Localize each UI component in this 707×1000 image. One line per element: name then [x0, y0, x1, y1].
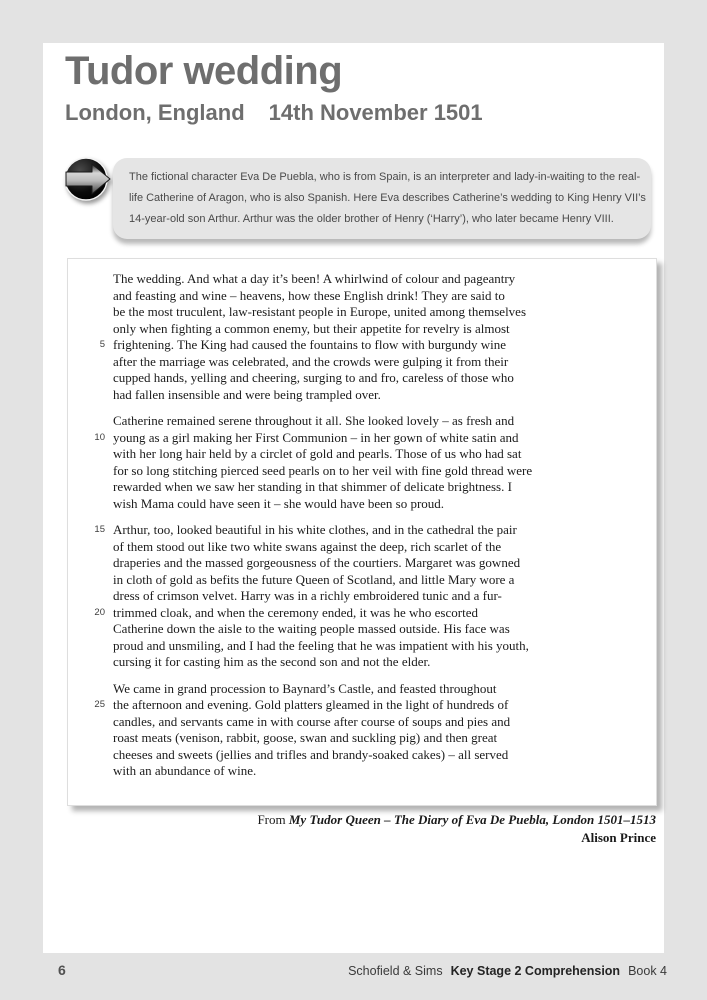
- line-number: [68, 354, 113, 371]
- line-number: [68, 714, 113, 731]
- intro-line: 14-year-old son Arthur. Arthur was the older brother of Henry (‘Harry’), who later became Henry VIII.: [129, 213, 614, 225]
- line-number: [68, 463, 113, 480]
- passage-line: [68, 730, 656, 747]
- line-number: [68, 621, 113, 638]
- line-number: [68, 681, 113, 698]
- passage-line-text: We came in grand procession to Baynard’s Castle, and feasted throughout: [113, 680, 497, 696]
- passage-line: [68, 572, 656, 589]
- line-number: [68, 321, 113, 338]
- passage-line: [68, 539, 656, 556]
- line-number: [68, 446, 113, 463]
- passage-line-text: with an abundance of wine.: [113, 763, 257, 778]
- passage-line: [68, 763, 656, 780]
- line-number: 10: [94, 431, 105, 443]
- passage-line: [68, 555, 656, 572]
- line-number: 5: [99, 339, 105, 350]
- page-footer: [58, 962, 667, 978]
- passage-line: [68, 714, 656, 731]
- passage-line: [68, 681, 656, 698]
- passage-line-text: dress of crimson velvet. Harry was in a richly embroidered tunic and a fur-: [113, 588, 502, 603]
- passage-line: [68, 387, 656, 404]
- line-number: 15: [94, 524, 105, 535]
- passage-line-text: after the marriage was celebrated, and the crowds were gulping it from their: [113, 353, 509, 369]
- passage-line-text: young as a girl making her First Communion – in her gown of white satin and: [113, 429, 519, 445]
- passage-line: [68, 638, 656, 655]
- passage-paragraph: [68, 522, 656, 671]
- line-number: [68, 479, 113, 496]
- passage-line: [68, 463, 656, 480]
- passage-line-text: draperies and the massed gorgeousness of the courtiers. Margaret was gowned: [113, 555, 521, 570]
- passage-line: [68, 654, 656, 671]
- attribution-author: Alison Prince: [581, 830, 656, 845]
- passage-line: [68, 697, 656, 714]
- footer-series: Key Stage 2 Comprehension: [450, 964, 621, 978]
- line-number: [68, 539, 113, 556]
- passage-line: [68, 304, 656, 321]
- passage-line: [68, 605, 656, 622]
- passage-line-text: proud and unsmiling, and I had the feeling that he was impatient with his youth,: [113, 637, 529, 653]
- subtitle-location: London, England: [65, 100, 245, 125]
- line-number: [68, 654, 113, 671]
- passage-line-text: cheeses and sweets (jellies and trifles and brandy-soaked cakes) – all served: [113, 746, 509, 762]
- passage-line: [68, 747, 656, 764]
- subtitle-date: 14th November 1501: [268, 100, 483, 125]
- passage-line-text: trimmed cloak, and when the ceremony ended, it was he who escorted: [113, 604, 478, 620]
- footer-imprint: [348, 964, 667, 978]
- passage-line-text: in cloth of gold as befits the future Queen of Scotland, and little Mary wore a: [113, 571, 515, 587]
- passage-line: [68, 354, 656, 371]
- passage-line-text: Arthur, too, looked beautiful in his white clothes, and in the cathedral the pair: [113, 522, 517, 537]
- passage-line: [68, 337, 656, 354]
- line-number: [68, 413, 113, 430]
- passage-line: [68, 430, 656, 447]
- passage-line: [68, 288, 656, 305]
- attribution-prefix: From: [257, 812, 289, 827]
- passage-line-text: frightening. The King had caused the fountains to flow with burgundy wine: [113, 337, 507, 352]
- passage-paragraph: [68, 413, 656, 512]
- passage-line-text: with her long hair held by a circlet of gold and pearls. Those of us who had sat: [113, 446, 522, 461]
- passage-line: [68, 271, 656, 288]
- passage-line: [68, 446, 656, 463]
- footer-publisher: Schofield & Sims: [348, 964, 443, 978]
- passage-line: [68, 522, 656, 539]
- line-number: [68, 747, 113, 764]
- passage-line-text: wish Mama could have seen it – she would have been so proud.: [113, 495, 445, 511]
- passage-line-text: had fallen insensible and were being trampled over.: [113, 386, 381, 402]
- passage-line: [68, 321, 656, 338]
- passage-line: [68, 413, 656, 430]
- passage-paragraph: [68, 681, 656, 780]
- line-number: [68, 387, 113, 404]
- passage-line-text: Catherine down the aisle to the waiting people massed outside. His face was: [113, 621, 510, 636]
- footer-book: Book 4: [628, 964, 667, 978]
- passage-line: [68, 479, 656, 496]
- line-number: [68, 763, 113, 780]
- passage-line-text: of them stood out like two white swans against the deep, rich scarlet of the: [113, 538, 502, 554]
- passage-line-text: cupped hands, yelling and cheering, surging to and fro, careless of those who: [113, 370, 514, 385]
- passage-line-text: Catherine remained serene throughout it all. She looked lovely – as fresh and: [113, 413, 515, 428]
- line-number: [68, 730, 113, 747]
- passage-line: [68, 370, 656, 387]
- passage-line-text: roast meats (venison, rabbit, goose, swan and suckling pig) and then great: [113, 730, 498, 745]
- line-number: [68, 304, 113, 321]
- passage: [68, 271, 656, 780]
- attribution-source-title: My Tudor Queen – The Diary of Eva De Puebla, London 1501–1513: [288, 812, 656, 827]
- line-number: [68, 572, 113, 589]
- passage-line-text: for so long stitching pierced seed pearls on to her veil with fine gold thread were: [113, 462, 533, 478]
- passage-line: [68, 588, 656, 605]
- line-number: [68, 555, 113, 572]
- passage-line-text: cursing it for casting him as the second son and not the elder.: [113, 654, 431, 669]
- passage-box: [67, 258, 657, 806]
- passage-line-text: rewarded when we saw her standing in that shimmer of delicate brightness. I: [113, 479, 512, 494]
- intro-box: [113, 158, 651, 239]
- line-number: [68, 271, 113, 288]
- attribution-source-line: [257, 811, 656, 829]
- intro-line: life Catherine of Aragon, who is also Spanish. Here Eva describes Catherine’s wedding to King Henry VII’s: [129, 192, 646, 204]
- line-number: 20: [94, 606, 105, 618]
- passage-line-text: The wedding. And what a day it’s been! A whirlwind of colour and pageantry: [113, 271, 516, 286]
- line-number: [68, 288, 113, 305]
- intro-line: The fictional character Eva De Puebla, who is from Spain, is an interpreter and lady-in-waiting to the real-: [129, 171, 641, 183]
- subtitle: [65, 100, 483, 126]
- passage-line-text: be the most truculent, law-resistant people in Europe, united among themselves: [113, 304, 527, 319]
- arrow-right-badge-icon: [62, 153, 114, 207]
- line-number: 25: [94, 699, 105, 710]
- line-number: [68, 588, 113, 605]
- page-number: 6: [58, 962, 66, 978]
- passage-line-text: and feasting and wine – heavens, how these English drink! They are said to: [113, 287, 505, 303]
- line-number: [68, 638, 113, 655]
- page-title: Tudor wedding: [65, 49, 343, 93]
- passage-line-text: candles, and servants came in with course after course of soups and pies and: [113, 713, 511, 729]
- passage-line-text: the afternoon and evening. Gold platters gleamed in the light of hundreds of: [113, 697, 509, 712]
- passage-line: [68, 496, 656, 513]
- passage-line-text: only when fighting a common enemy, but their appetite for revelry is almost: [113, 320, 510, 336]
- book-page: [43, 43, 664, 953]
- passage-line: [68, 621, 656, 638]
- attribution: [257, 811, 656, 847]
- passage-paragraph: [68, 271, 656, 403]
- line-number: [68, 370, 113, 387]
- line-number: [68, 496, 113, 513]
